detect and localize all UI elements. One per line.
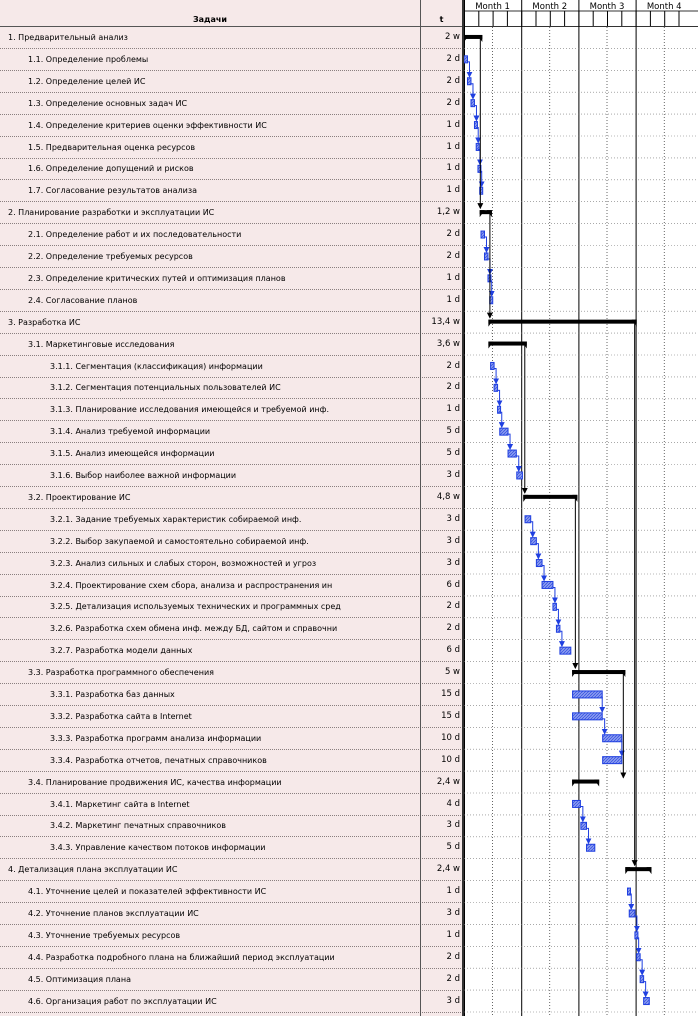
task-row[interactable] bbox=[0, 772, 463, 794]
task-duration: 2 d bbox=[446, 360, 460, 371]
task-row[interactable] bbox=[0, 947, 463, 969]
task-row[interactable] bbox=[0, 794, 463, 816]
task-name: 3. Разработка ИС bbox=[8, 317, 81, 327]
task-bar bbox=[573, 800, 581, 807]
task-row[interactable] bbox=[0, 509, 463, 531]
task-name: 4.3. Уточнение требуемых ресурсов bbox=[28, 930, 181, 940]
task-row[interactable] bbox=[0, 93, 463, 115]
task-row[interactable] bbox=[0, 969, 463, 991]
task-duration: 3 d bbox=[446, 470, 460, 480]
task-name: 3.3.4. Разработка отчетов, печатных справочников bbox=[50, 755, 267, 765]
task-row[interactable] bbox=[0, 443, 463, 465]
task-row[interactable] bbox=[0, 684, 463, 706]
task-duration: 2 d bbox=[446, 251, 460, 261]
task-name: 1.6. Определение допущений и рисков bbox=[28, 164, 194, 174]
summary-bar bbox=[523, 495, 577, 499]
task-bar bbox=[603, 757, 622, 764]
task-name: 2.4. Согласование планов bbox=[28, 295, 138, 305]
task-name: 4. Детализация плана эксплуатации ИС bbox=[8, 865, 178, 875]
task-bar bbox=[500, 428, 508, 435]
task-name: 1.7. Согласование результатов анализа bbox=[28, 186, 198, 196]
task-duration: 2 d bbox=[446, 53, 460, 64]
task-name: 3.2.2. Выбор закупаемой и самостоятельно собираемой инф. bbox=[50, 536, 309, 546]
task-duration: 3 d bbox=[446, 535, 460, 546]
task-bar bbox=[517, 472, 523, 479]
task-row[interactable] bbox=[0, 728, 463, 750]
task-duration: 2 d bbox=[446, 75, 460, 86]
task-duration: 2 d bbox=[446, 973, 460, 984]
summary-bar bbox=[572, 670, 625, 674]
task-bar bbox=[644, 998, 650, 1005]
task-bar bbox=[542, 581, 553, 588]
task-name: 2. Планирование разработки и эксплуатации ИС bbox=[8, 208, 215, 218]
task-duration: 3,6 w bbox=[436, 338, 460, 349]
task-bar bbox=[494, 384, 497, 391]
task-name: 1.4. Определение критериев оценки эффективности ИС bbox=[28, 120, 267, 130]
task-duration: 1 d bbox=[446, 929, 460, 940]
task-duration: 15 d bbox=[441, 710, 460, 721]
task-name: 3.1.4. Анализ требуемой информации bbox=[50, 427, 211, 437]
task-row[interactable] bbox=[0, 202, 463, 224]
task-row[interactable] bbox=[0, 356, 463, 378]
month-label: Month 2 bbox=[532, 2, 568, 12]
task-bar bbox=[573, 691, 603, 698]
task-name: 4.5. Оптимизация плана bbox=[28, 974, 131, 984]
task-row[interactable] bbox=[0, 596, 463, 618]
task-row[interactable] bbox=[0, 268, 463, 290]
task-duration: 3 d bbox=[446, 513, 460, 524]
task-duration: 2,4 w bbox=[436, 864, 460, 875]
task-row[interactable] bbox=[0, 421, 463, 443]
task-row[interactable] bbox=[0, 312, 463, 334]
task-row[interactable] bbox=[0, 815, 463, 837]
timeline-area bbox=[464, 0, 698, 1016]
task-name: 3.2.3. Анализ сильных и слабых сторон, возможностей и угроз bbox=[50, 558, 317, 568]
task-bar bbox=[560, 647, 571, 654]
task-name: 3.4.1. Маркетинг сайта в Internet bbox=[50, 799, 190, 809]
column-divider bbox=[420, 0, 421, 1016]
task-duration: 5 d bbox=[446, 426, 460, 437]
task-duration: 1 d bbox=[446, 163, 460, 174]
duration-header-label: t bbox=[439, 15, 444, 24]
task-bar bbox=[587, 844, 595, 851]
task-duration: 2 d bbox=[446, 623, 460, 634]
task-duration: 3 d bbox=[446, 820, 460, 831]
task-name: 3.4.2. Маркетинг печатных справочников bbox=[50, 821, 226, 831]
task-duration: 6 d bbox=[446, 579, 460, 590]
task-duration: 3 d bbox=[446, 995, 460, 1006]
task-row[interactable] bbox=[0, 837, 463, 859]
tasks-header-label: Задачи bbox=[192, 15, 228, 24]
task-name: 3.1.6. Выбор наиболее важной информации bbox=[50, 471, 237, 480]
task-row[interactable] bbox=[0, 706, 463, 728]
task-duration: 1 d bbox=[446, 886, 460, 897]
task-bar bbox=[573, 713, 603, 720]
task-duration: 3 d bbox=[446, 908, 460, 918]
task-duration: 5 w bbox=[444, 667, 460, 678]
month-label: Month 3 bbox=[589, 2, 625, 12]
summary-bar bbox=[488, 342, 526, 346]
task-bar bbox=[640, 976, 643, 983]
task-row[interactable] bbox=[0, 377, 463, 399]
task-bar bbox=[581, 822, 587, 829]
task-duration: 10 d bbox=[441, 732, 460, 743]
task-bar bbox=[603, 735, 622, 742]
task-row[interactable] bbox=[0, 27, 463, 49]
month-label: Month 4 bbox=[646, 2, 682, 12]
task-duration: 15 d bbox=[441, 689, 460, 699]
task-row[interactable] bbox=[0, 224, 463, 246]
task-row[interactable] bbox=[0, 750, 463, 772]
task-name: 2.1. Определение работ и их последовательности bbox=[28, 230, 242, 240]
task-bar bbox=[467, 78, 470, 85]
task-bar bbox=[471, 100, 474, 107]
task-row[interactable] bbox=[0, 49, 463, 71]
task-name: 3.1.2. Сегментация потенциальных пользователей ИС bbox=[50, 383, 281, 393]
task-duration: 2 d bbox=[446, 229, 460, 240]
task-name: 3.3.1. Разработка баз данных bbox=[50, 690, 175, 699]
task-row[interactable] bbox=[0, 991, 463, 1013]
task-name: 3.1.5. Анализ имеющейся информации bbox=[50, 449, 215, 459]
task-duration: 5 d bbox=[446, 842, 460, 853]
task-bar bbox=[484, 253, 487, 260]
task-row[interactable] bbox=[0, 881, 463, 903]
task-duration: 1 d bbox=[446, 141, 460, 152]
task-duration: 6 d bbox=[446, 645, 460, 656]
task-bar bbox=[637, 954, 640, 961]
task-row[interactable] bbox=[0, 246, 463, 268]
task-name: 3.2.5. Детализация используемых технических и программных сред bbox=[50, 602, 341, 612]
task-row[interactable] bbox=[0, 618, 463, 640]
month-label: Month 1 bbox=[475, 2, 510, 12]
task-duration: 4,8 w bbox=[436, 491, 460, 502]
task-row[interactable] bbox=[0, 553, 463, 575]
task-name: 3.3. Разработка программного обеспечения bbox=[28, 668, 214, 678]
task-duration: 1 d bbox=[446, 294, 460, 305]
task-row[interactable] bbox=[0, 903, 463, 925]
task-name: 4.2. Уточнение планов эксплуатации ИС bbox=[28, 909, 199, 918]
task-bar bbox=[525, 516, 531, 523]
task-row[interactable] bbox=[0, 487, 463, 509]
task-name: 4.1. Уточнение целей и показателей эффективности ИС bbox=[28, 887, 267, 897]
task-row[interactable] bbox=[0, 115, 463, 137]
task-row[interactable] bbox=[0, 399, 463, 421]
task-duration: 1 d bbox=[446, 119, 460, 130]
task-name: 1.5. Предварительная оценка ресурсов bbox=[28, 142, 196, 152]
task-row[interactable] bbox=[0, 290, 463, 312]
task-name: 4.4. Разработка подробного плана на ближайший период эксплуатации bbox=[28, 952, 335, 962]
task-name: 3.2.1. Задание требуемых характеристик собираемой инф. bbox=[50, 514, 302, 524]
task-row[interactable] bbox=[0, 334, 463, 356]
task-name: 1.1. Определение проблемы bbox=[28, 54, 149, 64]
task-row[interactable] bbox=[0, 640, 463, 662]
task-name: 3.2.4. Проектирование схем сбора, анализа и распространения ин bbox=[50, 580, 333, 590]
summary-bar bbox=[488, 320, 636, 324]
task-duration: 5 d bbox=[446, 448, 460, 459]
task-name: 3.4. Планирование продвижения ИС, качества информации bbox=[28, 777, 282, 787]
task-name: 2.2. Определение требуемых ресурсов bbox=[28, 252, 193, 261]
task-duration: 2 d bbox=[446, 601, 460, 612]
task-bar bbox=[491, 362, 494, 369]
task-row[interactable] bbox=[0, 575, 463, 597]
task-row[interactable] bbox=[0, 158, 463, 180]
task-row[interactable] bbox=[0, 859, 463, 881]
task-bar bbox=[556, 625, 559, 632]
task-bar bbox=[508, 450, 516, 457]
task-duration: 13,4 w bbox=[431, 316, 460, 327]
task-name: 3.3.2. Разработка сайта в Internet bbox=[50, 711, 192, 721]
task-name: 2.3. Определение критических путей и оптимизация планов bbox=[28, 273, 286, 283]
task-name: 1.2. Определение целей ИС bbox=[28, 76, 146, 86]
task-duration: 2 d bbox=[446, 97, 460, 108]
task-duration: 1 d bbox=[446, 272, 460, 283]
tasks-column-header bbox=[0, 0, 420, 27]
task-name: 3.4.3. Управление качеством потоков информации bbox=[50, 843, 266, 853]
task-bar bbox=[536, 560, 542, 567]
task-row[interactable] bbox=[0, 180, 463, 202]
duration-column-header bbox=[421, 0, 462, 27]
task-duration: 2 d bbox=[446, 382, 460, 393]
task-row[interactable] bbox=[0, 925, 463, 947]
task-row[interactable] bbox=[0, 71, 463, 93]
task-name: 3.2.6. Разработка схем обмена инф. между БД, сайтом и справочни bbox=[50, 624, 338, 634]
task-row[interactable] bbox=[0, 465, 463, 487]
task-duration: 3 d bbox=[446, 557, 460, 568]
task-duration: 2,4 w bbox=[436, 776, 460, 787]
task-bar bbox=[629, 910, 635, 917]
task-name: 3.2. Проектирование ИС bbox=[28, 492, 131, 502]
task-name: 1.3. Определение основных задач ИС bbox=[28, 98, 188, 108]
task-row[interactable] bbox=[0, 137, 463, 159]
task-name: 3.1.1. Сегментация (классификация) информации bbox=[50, 361, 263, 371]
task-bar bbox=[464, 56, 467, 63]
task-duration: 2 d bbox=[446, 951, 460, 962]
task-duration: 1 d bbox=[446, 404, 460, 415]
task-name: 3.1. Маркетинговые исследования bbox=[28, 339, 175, 349]
task-bar bbox=[531, 538, 537, 545]
task-name: 1. Предварительный анализ bbox=[8, 33, 128, 42]
task-name: 3.1.3. Планирование исследования имеющейся и требуемой инф. bbox=[50, 405, 330, 415]
task-duration: 1,2 w bbox=[436, 207, 460, 218]
task-bar bbox=[481, 231, 484, 238]
task-duration: 1 d bbox=[446, 185, 460, 196]
task-duration: 4 d bbox=[446, 798, 460, 809]
task-row[interactable] bbox=[0, 531, 463, 553]
task-duration: 2 w bbox=[444, 32, 460, 42]
task-row[interactable] bbox=[0, 662, 463, 684]
task-name: 3.3.3. Разработка программ анализа информации bbox=[50, 733, 262, 743]
task-bar bbox=[553, 603, 556, 610]
task-duration: 10 d bbox=[441, 754, 460, 765]
task-name: 3.2.7. Разработка модели данных bbox=[50, 646, 193, 656]
task-name: 4.6. Организация работ по эксплуатации ИС bbox=[28, 996, 217, 1006]
